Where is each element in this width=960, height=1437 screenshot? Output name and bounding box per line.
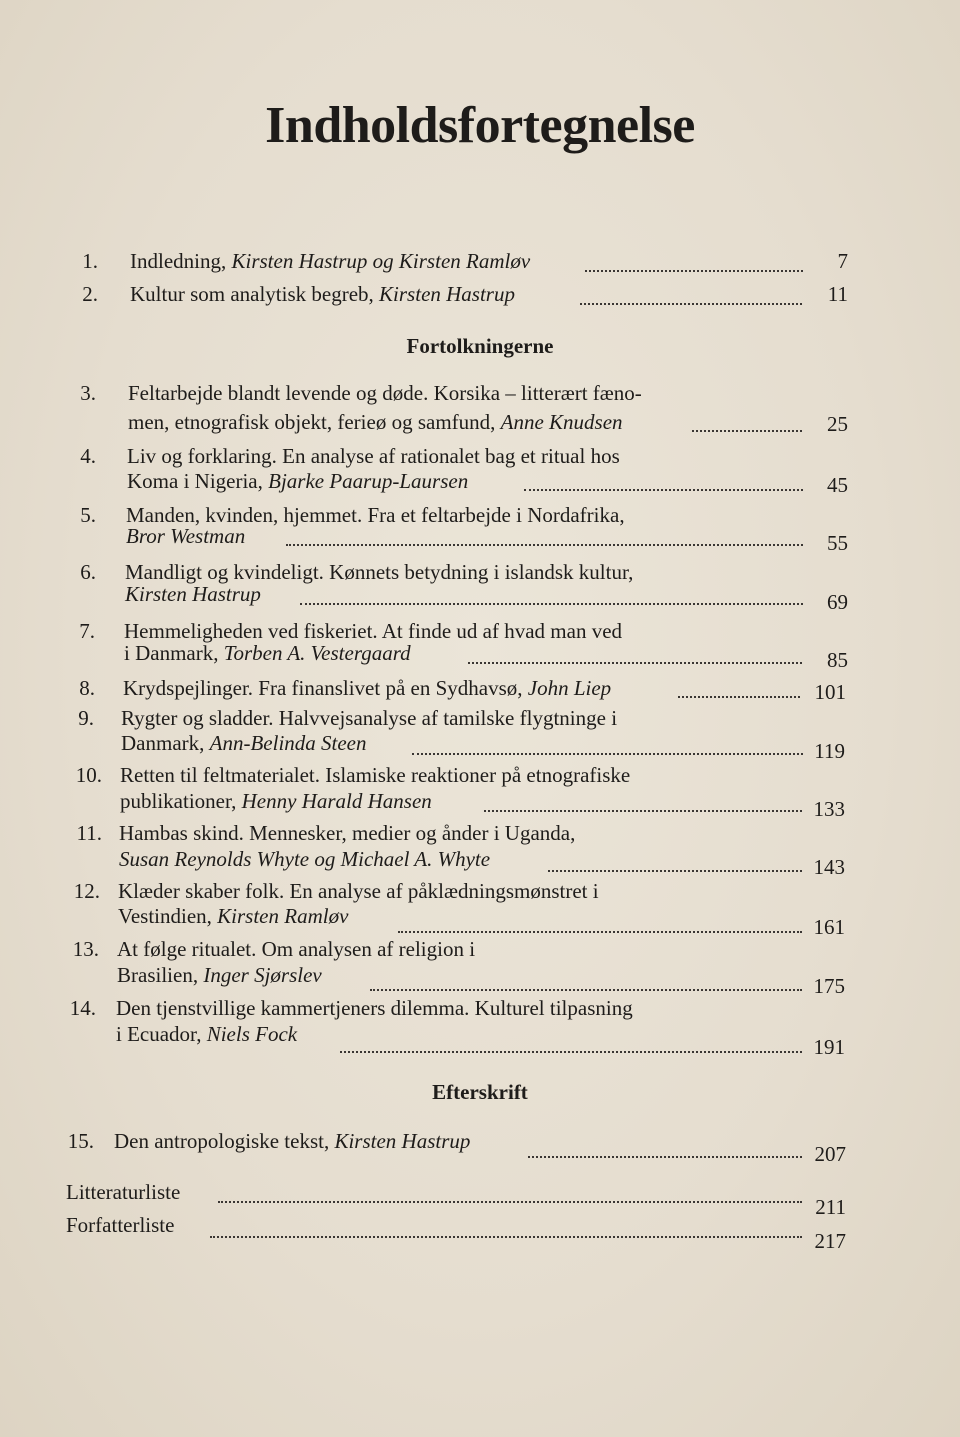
entry-title-line1: Hemmeligheden ved fiskeriet. At finde ud af hvad man ved	[124, 619, 623, 643]
entry-title-text: Den antropologiske tekst,	[114, 1129, 335, 1153]
entry-title	[123, 677, 611, 700]
entry-title-line1: Retten til feltmaterialet. Islamiske reaktioner på etnografiske	[120, 763, 631, 787]
entry-author: Torben A. Vestergaard	[223, 641, 411, 665]
entry-number: 15.	[67, 1129, 94, 1153]
entry-title-line2	[125, 583, 261, 606]
back-matter-label: Forfatterliste	[66, 1213, 175, 1237]
entry-number: 11.	[76, 821, 102, 845]
entry-title-line1: Mandligt og kvindeligt. Kønnets betydning i islandsk kultur,	[125, 560, 634, 584]
entry-title-line1: At følge ritualet. Om analysen af religion i	[117, 937, 476, 961]
entry-title-text: Koma i Nigeria,	[127, 469, 269, 493]
entry-author: Inger Sjørslev	[203, 963, 322, 987]
entry-title-line1: Manden, kvinden, hjemmet. Fra et feltarbejde i Nordafrika,	[126, 503, 625, 527]
leader-dots	[678, 694, 800, 698]
entry-title-line2	[124, 642, 411, 665]
entry-page: 175	[813, 974, 845, 998]
leader-dots	[370, 987, 802, 991]
leader-dots	[524, 487, 803, 491]
entry-author: Anne Knudsen	[500, 410, 623, 434]
leader-dots	[340, 1049, 802, 1053]
back-matter-page: 217	[814, 1229, 846, 1253]
entry-author: Kirsten Hastrup	[379, 282, 515, 306]
leader-dots	[468, 660, 802, 664]
leader-dots	[412, 751, 803, 755]
entry-author: Niels Fock	[206, 1022, 298, 1046]
entry-title-line1: Liv og forklaring. En analyse af rationalet bag et ritual hos	[127, 444, 620, 468]
entry-title-line1: Hambas skind. Mennesker, medier og ånder i Uganda,	[119, 821, 576, 845]
entry-number: 1.	[82, 249, 98, 273]
entry-page: 119	[814, 739, 845, 763]
entry-author: Kirsten Hastrup og Kirsten Ramløv	[231, 249, 531, 273]
entry-page: 133	[813, 797, 845, 821]
entry-title-line2	[116, 1023, 297, 1046]
section-heading-fortolkningerne: Fortolkningerne	[406, 334, 554, 358]
back-matter-label: Litteraturliste	[66, 1180, 181, 1204]
entry-number: 4.	[80, 444, 96, 468]
entry-page: 45	[827, 473, 848, 497]
entry-title-text: Krydspejlinger. Fra finanslivet på en Sydhavsø,	[123, 676, 528, 700]
leader-dots	[548, 868, 802, 872]
entry-title-text: Brasilien,	[117, 963, 204, 987]
entry-page: 25	[827, 412, 848, 436]
entry-number: 13.	[72, 937, 99, 961]
entry-number: 10.	[75, 763, 102, 787]
entry-page: 101	[814, 680, 846, 704]
entry-number: 9.	[78, 706, 94, 730]
entry-page: 7	[837, 249, 848, 273]
entry-title-text: Indledning,	[130, 249, 232, 273]
entry-number: 5.	[80, 503, 96, 527]
entry-author: Ann-Belinda Steen	[209, 731, 367, 755]
entry-author: Bjarke Paarup-Laursen	[268, 469, 469, 493]
entry-title-line2	[126, 525, 245, 548]
entry-number: 12.	[73, 879, 100, 903]
leader-dots	[286, 542, 803, 546]
entry-page: 143	[813, 855, 845, 879]
entry-author: Susan Reynolds Whyte og Michael A. Whyte	[119, 847, 491, 871]
entry-page: 207	[814, 1142, 846, 1166]
entry-author: Henny Harald Hansen	[241, 789, 432, 813]
entry-title-line1: Klæder skaber folk. En analyse af påklædningsmønstret i	[118, 879, 599, 903]
leader-dots	[585, 268, 803, 272]
entry-page: 161	[813, 915, 845, 939]
entry-title-text: publikationer,	[120, 789, 242, 813]
leader-dots	[398, 929, 802, 933]
entry-number: 14.	[69, 996, 96, 1020]
entry-author: Kirsten Hastrup	[125, 582, 261, 606]
entry-title-line2	[127, 470, 468, 493]
entry-page: 85	[827, 648, 848, 672]
leader-dots	[692, 428, 802, 432]
entry-page: 69	[827, 590, 848, 614]
entry-title	[130, 250, 530, 273]
entry-title	[130, 283, 515, 306]
entry-title-line1: Rygter og sladder. Halvvejsanalyse af tamilske flygtninge i	[121, 706, 618, 730]
entry-page: 191	[813, 1035, 845, 1059]
entry-page: 55	[827, 531, 848, 555]
entry-title-line2	[128, 411, 623, 434]
entry-number: 3.	[80, 381, 96, 405]
entry-author: Kirsten Ramløv	[217, 904, 349, 928]
entry-title-line1: Den tjenstvillige kammertjeners dilemma. Kulturel tilpasning	[116, 996, 633, 1020]
leader-dots	[210, 1234, 802, 1238]
back-matter-page: 211	[815, 1195, 846, 1219]
entry-author: Bror Westman	[126, 524, 246, 548]
entry-title-text: Kultur som analytisk begreb,	[130, 282, 380, 306]
entry-title-text: i Ecuador,	[116, 1022, 207, 1046]
entry-number: 7.	[79, 619, 95, 643]
leader-dots	[528, 1154, 802, 1158]
entry-page: 11	[827, 282, 848, 306]
entry-title-text: men, etnografisk objekt, ferieø og samfund,	[128, 410, 501, 434]
leader-dots	[580, 301, 802, 305]
entry-title-line2	[120, 790, 432, 813]
page-title: Indholdsfortegnelse	[265, 97, 695, 154]
entry-title-line2	[117, 964, 322, 987]
entry-title-line2	[119, 848, 490, 871]
entry-title-line2	[121, 732, 367, 755]
entry-title-line1: Feltarbejde blandt levende og døde. Korsika – litterært fæno-	[128, 381, 642, 405]
entry-title	[114, 1130, 470, 1153]
entry-author: Kirsten Hastrup	[334, 1129, 471, 1153]
entry-title-text: i Danmark,	[124, 641, 224, 665]
leader-dots	[300, 601, 803, 605]
leader-dots	[218, 1199, 802, 1203]
entry-title-text: Vestindien,	[118, 904, 218, 928]
entry-number: 2.	[82, 282, 98, 306]
leader-dots	[484, 808, 802, 812]
entry-title-line2	[118, 905, 348, 928]
section-heading-efterskrift: Efterskrift	[432, 1080, 528, 1104]
entry-title-text: Danmark,	[121, 731, 210, 755]
entry-number: 8.	[79, 676, 95, 700]
entry-author: John Liep	[527, 676, 612, 700]
entry-number: 6.	[80, 560, 96, 584]
